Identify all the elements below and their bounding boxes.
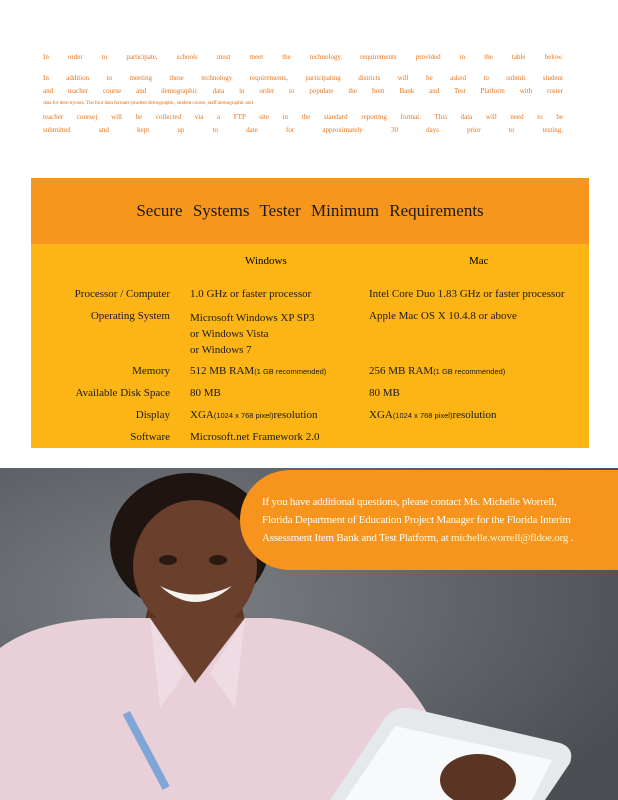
intro-line: and teacher course and demographic data in order to populate the Item Bank and Test Platform with roster — [43, 87, 563, 95]
windows-value: Microsoft.net Framework 2.0 — [190, 431, 320, 443]
windows-value: or Windows 7 — [190, 344, 252, 356]
contact-line-1: If you have additional questions, please contact Ms. Michelle Worrell, — [262, 496, 557, 508]
windows-value — [190, 365, 326, 377]
contact-email-link[interactable]: michelle.worrell@fldoe.org — [451, 532, 569, 544]
row-label: Operating System — [90, 310, 170, 322]
contact-line-3 — [262, 529, 607, 547]
intro-paragraph-2 — [43, 75, 563, 140]
contact-line-2: Florida Department of Education Project Manager for the Florida Interim — [262, 514, 571, 526]
windows-display-note: (1024 x 768 pixel) — [213, 411, 274, 420]
intro-line: submitted and kept up to date for approximately 30 days prior to testing. — [43, 126, 563, 134]
mac-memory: 256 MB RAM — [369, 365, 434, 377]
contact-line-3-end: . — [568, 532, 574, 544]
windows-value: 80 MB — [190, 387, 221, 399]
mac-memory-note: (1 GB recommended) — [433, 367, 506, 376]
mac-value — [369, 409, 496, 421]
mac-value: Intel Core Duo 1.83 GHz or faster processor — [369, 288, 565, 300]
mac-value: 80 MB — [369, 387, 400, 399]
requirements-title: Secure Systems Tester Minimum Requirements — [136, 201, 484, 220]
contact-text — [262, 493, 607, 547]
intro-line: data for item tryouts. The four data formats (student demographic, student course, staff demographic and — [43, 100, 253, 106]
windows-value: Microsoft Windows XP SP3 — [190, 312, 315, 324]
column-header-windows: Windows — [245, 255, 287, 267]
windows-display-suffix: resolution — [273, 409, 318, 421]
intro-line: teacher course) will be collected via a FTP site in the standard reporting format. This data will need to be — [43, 113, 563, 121]
windows-display: XGA — [190, 409, 214, 421]
requirements-header — [31, 178, 589, 244]
windows-value: or Windows Vista — [190, 328, 269, 340]
intro-line: In addition to meeting these technology requirements, participating districts will be asked to submit student — [43, 74, 563, 82]
column-header-mac: Mac — [469, 255, 489, 267]
intro-text — [43, 54, 563, 140]
row-label: Software — [130, 431, 170, 443]
windows-memory-note: (1 GB recommended) — [254, 367, 327, 376]
row-label: Display — [135, 409, 170, 421]
mac-value: Apple Mac OS X 10.4.8 or above — [369, 310, 517, 322]
row-label: Processor / Computer — [74, 288, 170, 300]
intro-paragraph-1: In order to participate, schools must meet the technology requirements provided in the table below. — [43, 53, 563, 61]
mac-display: XGA — [369, 409, 393, 421]
mac-display-suffix: resolution — [452, 409, 497, 421]
windows-value — [190, 409, 317, 421]
row-label: Available Disk Space — [75, 387, 170, 399]
mac-value — [369, 365, 505, 377]
contact-line-3-text: Assessment Item Bank and Test Platform, at — [262, 532, 452, 544]
windows-memory: 512 MB RAM — [190, 365, 255, 377]
windows-value: 1.0 GHz or faster processor — [190, 288, 312, 300]
mac-display-note: (1024 x 768 pixel) — [392, 411, 453, 420]
requirements-table — [31, 244, 589, 448]
row-label: Memory — [132, 365, 170, 377]
